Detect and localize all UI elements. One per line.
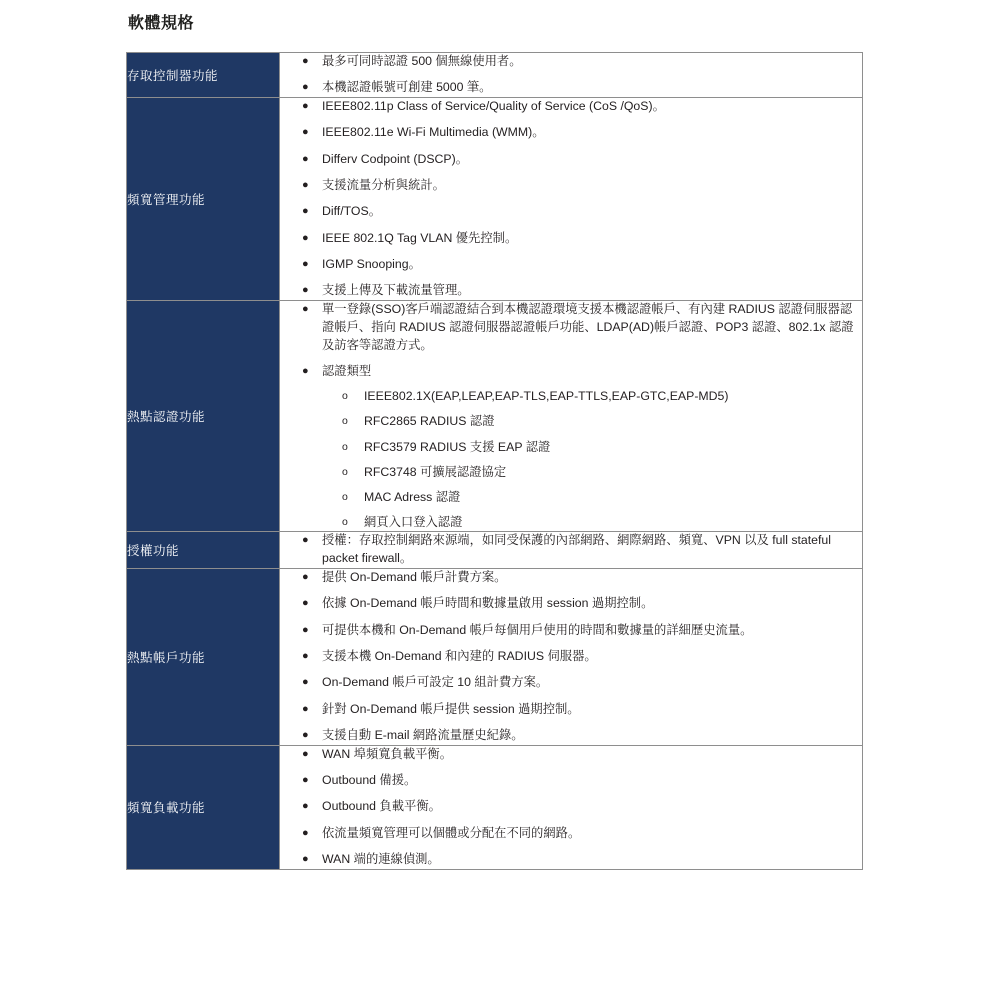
row-content xyxy=(280,532,863,569)
list-item xyxy=(280,825,862,843)
list-item-text: 授權：存取控制網路來源端，如同受保護的內部網路、網際網路、頻寬、VPN 以及 full stateful packet firewall。 xyxy=(322,533,831,566)
table-row xyxy=(127,745,863,869)
table-row xyxy=(127,301,863,532)
bullet-icon: ● xyxy=(302,55,309,67)
list-item xyxy=(280,622,862,640)
list-item-text: WAN 埠頻寬負載平衡。 xyxy=(322,746,453,761)
list-item-text: 認證類型 xyxy=(322,364,372,379)
list-item xyxy=(280,798,862,816)
list-item-text: 可提供本機和 On-Demand 帳戶每個用戶使用的時間和數據量的詳細歷史流量。 xyxy=(322,622,753,637)
bullet-icon: ● xyxy=(302,747,309,760)
list-item-text: 支援上傳及下載流量管理。 xyxy=(322,283,470,298)
sub-list-item-text: MAC Adress 認證 xyxy=(364,489,461,504)
sub-bullet-icon: o xyxy=(342,465,348,478)
row-content xyxy=(280,53,863,98)
table-row xyxy=(127,532,863,569)
table-body xyxy=(127,53,863,870)
sub-list-item-text: RFC3579 RADIUS 支援 EAP 認證 xyxy=(364,439,551,454)
bullet-icon: ● xyxy=(302,205,309,218)
bullet-icon: ● xyxy=(302,623,309,636)
list-item xyxy=(280,177,862,195)
bullet-icon: ● xyxy=(302,126,309,139)
list-item-text: 支援自動 E-mail 網路流量歷史紀錄。 xyxy=(322,727,524,742)
feature-list xyxy=(280,301,862,531)
row-category-label: 頻寬負載功能 xyxy=(127,745,280,869)
bullet-icon: ● xyxy=(302,179,309,192)
list-item xyxy=(280,363,862,531)
list-item xyxy=(280,746,862,764)
list-item xyxy=(280,203,862,221)
list-item xyxy=(280,79,862,97)
bullet-icon: ● xyxy=(302,303,309,316)
list-item xyxy=(280,674,862,692)
sub-list-item-text: 網頁入口登入認證 xyxy=(364,515,463,530)
list-item-text: Differv Codpoint (DSCP)。 xyxy=(322,151,469,166)
bullet-icon: ● xyxy=(302,597,309,610)
table-row xyxy=(127,98,863,301)
bullet-icon: ● xyxy=(302,534,309,547)
row-content xyxy=(280,745,863,869)
sub-list-item-text: IEEE802.1X(EAP,LEAP,EAP-TLS,EAP-TTLS,EAP-GTC,EAP-MD5) xyxy=(364,389,729,404)
list-item-text: 單一登錄(SSO)客戶端認證結合到本機認證環境支援本機認證帳戶、有內建 RADIUS 認證伺服器認證帳戶、指向 RADIUS 認證伺服器認證帳戶功能、LDAP(AD)帳戶認證、POP3 認證、802.1x 認證及訪客等認證方式。 xyxy=(322,302,854,352)
list-item xyxy=(280,124,862,142)
sub-list-item xyxy=(322,514,862,531)
row-content xyxy=(280,301,863,532)
list-item xyxy=(280,569,862,587)
bullet-icon: ● xyxy=(302,702,309,715)
feature-list xyxy=(280,53,862,97)
sub-list-item xyxy=(322,464,862,481)
list-item xyxy=(280,648,862,666)
sub-bullet-icon: o xyxy=(342,415,348,428)
list-item xyxy=(280,282,862,300)
feature-list xyxy=(280,532,862,568)
list-item-text: On-Demand 帳戶可設定 10 組計費方案。 xyxy=(322,675,549,690)
row-category-label: 熱點認證功能 xyxy=(127,301,280,532)
bullet-icon: ● xyxy=(302,365,309,378)
sub-list-item-text: RFC2865 RADIUS 認證 xyxy=(364,414,495,429)
bullet-icon: ● xyxy=(302,284,309,297)
sub-bullet-icon: o xyxy=(342,490,348,503)
sub-bullet-icon: o xyxy=(342,440,348,453)
list-item-text: Diff/TOS。 xyxy=(322,204,381,219)
bullet-icon: ● xyxy=(302,676,309,689)
list-item-text: IEEE802.11p Class of Service/Quality of Service (CoS /QoS)。 xyxy=(322,99,665,114)
list-item xyxy=(280,851,862,869)
bullet-icon: ● xyxy=(302,649,309,662)
bullet-icon: ● xyxy=(302,728,309,741)
bullet-icon: ● xyxy=(302,853,309,866)
table-row xyxy=(127,53,863,98)
row-category-label: 熱點帳戶功能 xyxy=(127,568,280,745)
list-item-text: Outbound 負載平衡。 xyxy=(322,799,441,814)
list-item xyxy=(280,301,862,354)
list-item-text: 依流量頻寬管理可以個體或分配在不同的網路。 xyxy=(322,825,581,840)
list-item-text: 支援流量分析與統計。 xyxy=(322,178,445,193)
list-item xyxy=(280,701,862,719)
list-item xyxy=(280,53,862,71)
bullet-icon: ● xyxy=(302,152,309,165)
bullet-icon: ● xyxy=(302,800,309,813)
table-row xyxy=(127,568,863,745)
sub-list-item xyxy=(322,489,862,506)
list-item-text: WAN 端的連線偵測。 xyxy=(322,852,440,867)
sub-list-item xyxy=(322,413,862,430)
row-category-label: 授權功能 xyxy=(127,532,280,569)
bullet-icon: ● xyxy=(302,826,309,839)
page-title: 軟體規格 xyxy=(128,15,195,32)
row-category-label: 頻寬管理功能 xyxy=(127,98,280,301)
list-item-text: IEEE802.11e Wi-Fi Multimedia (WMM)。 xyxy=(322,125,545,140)
list-item xyxy=(280,151,862,169)
bullet-icon: ● xyxy=(302,231,309,244)
bullet-icon: ● xyxy=(302,100,309,113)
list-item-text: IEEE 802.1Q Tag VLAN 優先控制。 xyxy=(322,230,518,245)
sub-bullet-icon: o xyxy=(342,516,348,529)
row-content xyxy=(280,98,863,301)
list-item xyxy=(280,772,862,790)
bullet-icon: ● xyxy=(302,258,309,271)
bullet-icon: ● xyxy=(302,774,309,787)
software-spec-table xyxy=(126,52,863,870)
list-item xyxy=(280,256,862,274)
sub-feature-list xyxy=(322,388,862,531)
feature-list xyxy=(280,569,862,745)
row-content xyxy=(280,568,863,745)
list-item xyxy=(280,98,862,116)
list-item-text: 針對 On-Demand 帳戶提供 session 過期控制。 xyxy=(322,701,580,716)
sub-list-item-text: RFC3748 可擴展認證協定 xyxy=(364,464,507,479)
list-item xyxy=(280,230,862,248)
sub-list-item xyxy=(322,388,862,405)
list-item-text: 依據 On-Demand 帳戶時間和數據量啟用 session 過期控制。 xyxy=(322,596,654,611)
list-item-text: 支援本機 On-Demand 和內建的 RADIUS 伺服器。 xyxy=(322,648,597,663)
feature-list xyxy=(280,98,862,300)
list-item-text: 本機認證帳號可創建 5000 筆。 xyxy=(322,80,492,95)
feature-list xyxy=(280,746,862,869)
sub-list-item xyxy=(322,439,862,456)
list-item-text: IGMP Snooping。 xyxy=(322,257,421,272)
sub-bullet-icon: o xyxy=(342,390,348,403)
list-item xyxy=(280,532,862,568)
list-item-text: 最多可同時認證 500 個無線使用者。 xyxy=(322,54,522,68)
list-item xyxy=(280,727,862,745)
bullet-icon: ● xyxy=(302,81,309,94)
list-item-text: 提供 On-Demand 帳戶計費方案。 xyxy=(322,569,507,584)
list-item-text: Outbound 備援。 xyxy=(322,773,417,788)
row-category-label: 存取控制器功能 xyxy=(127,53,280,98)
list-item xyxy=(280,595,862,613)
bullet-icon: ● xyxy=(302,570,309,583)
